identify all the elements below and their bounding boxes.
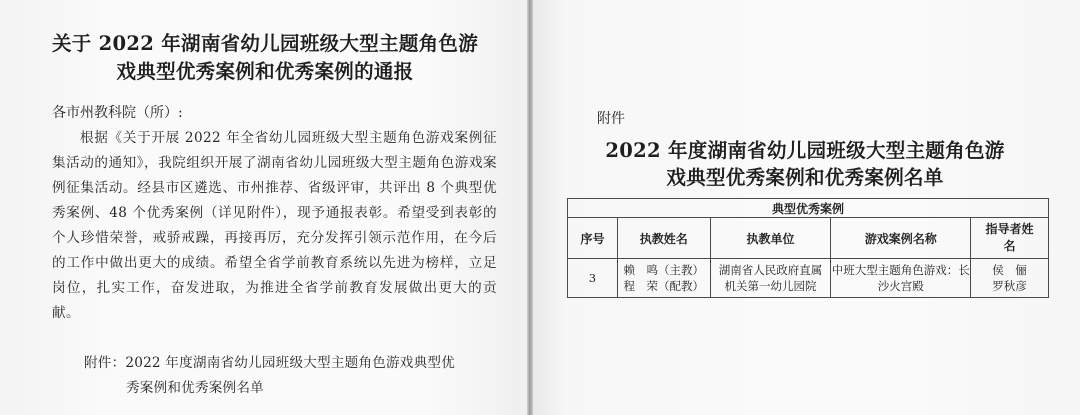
column-header: 执教姓名 [617, 218, 710, 259]
mentor-name: 罗秋彦 [992, 279, 1027, 293]
notice-title-line-1: 关于 2022 年湖南省幼儿园班级大型主题角色游 [51, 32, 479, 55]
attachment-line-2: 秀案例和优秀案例名单 [126, 380, 264, 396]
list-title-line-1: 2022 年度湖南省幼儿园班级大型主题角色游 [605, 139, 1005, 162]
notice-title [40, 30, 490, 86]
column-header: 指导者姓名 [971, 218, 1049, 259]
teaching-unit [710, 259, 831, 298]
attachment-note [84, 351, 484, 401]
list-title-line-2: 戏典型优秀案例和优秀案例名单 [666, 166, 944, 189]
case-name-line: 中班大型主题角色游戏：长 [831, 263, 970, 277]
table-group-header: 典型优秀案例 [568, 199, 1049, 218]
mentor-name: 侯 俪 [992, 263, 1027, 277]
row-number: 3 [568, 259, 618, 298]
teacher-name: 赖 鸣（主教） [623, 263, 705, 277]
mentor-names [971, 259, 1049, 298]
attachment-label: 附件 [597, 111, 625, 127]
column-header: 序号 [568, 218, 618, 259]
case-name [831, 259, 971, 298]
teacher-names [617, 259, 710, 298]
case-table [567, 198, 1049, 298]
table-row [568, 259, 1049, 298]
list-title [570, 137, 1040, 191]
notice-title-line-2: 戏典型优秀案例和优秀案例的通报 [116, 60, 414, 83]
case-name-line: 沙火宫殿 [877, 279, 924, 293]
teaching-unit-line: 湖南省人民政府直属 [718, 263, 823, 277]
column-header: 执教单位 [710, 218, 831, 259]
teacher-name: 程 荣（配教） [623, 279, 705, 293]
column-header: 游戏案例名称 [831, 218, 971, 259]
attachment-prefix: 附件： [84, 355, 126, 371]
teaching-unit-line: 机关第一幼儿园院 [724, 279, 817, 293]
addressee: 各市州教科院（所）: [52, 105, 183, 121]
attachment-line-1: 2022 年度湖南省幼儿园班级大型主题角色游戏典型优 [125, 355, 455, 371]
notice-body: 根据《关于开展 2022 年全省幼儿园班级大型主题角色游戏案例征集活动的通知》，我院组织开展了湖南省幼儿园班级大型主题角色游戏案例征集活动。经县市区遴选、市州推荐、省级评审，共评出 8 个典型优秀案例、48 个优秀案例（详见附件），现予通报表彰。希望受到表彰的个人珍惜荣誉，戒骄戒躁，再接再厉，充分发挥引领示范作用，在今后的工作中做出更大的成绩。希望全省学前教育系统以先进为榜样，立足岗位，扎实工作，奋发进取，为推进全省学前教育发展做出更大的贡献。 [52, 130, 497, 321]
